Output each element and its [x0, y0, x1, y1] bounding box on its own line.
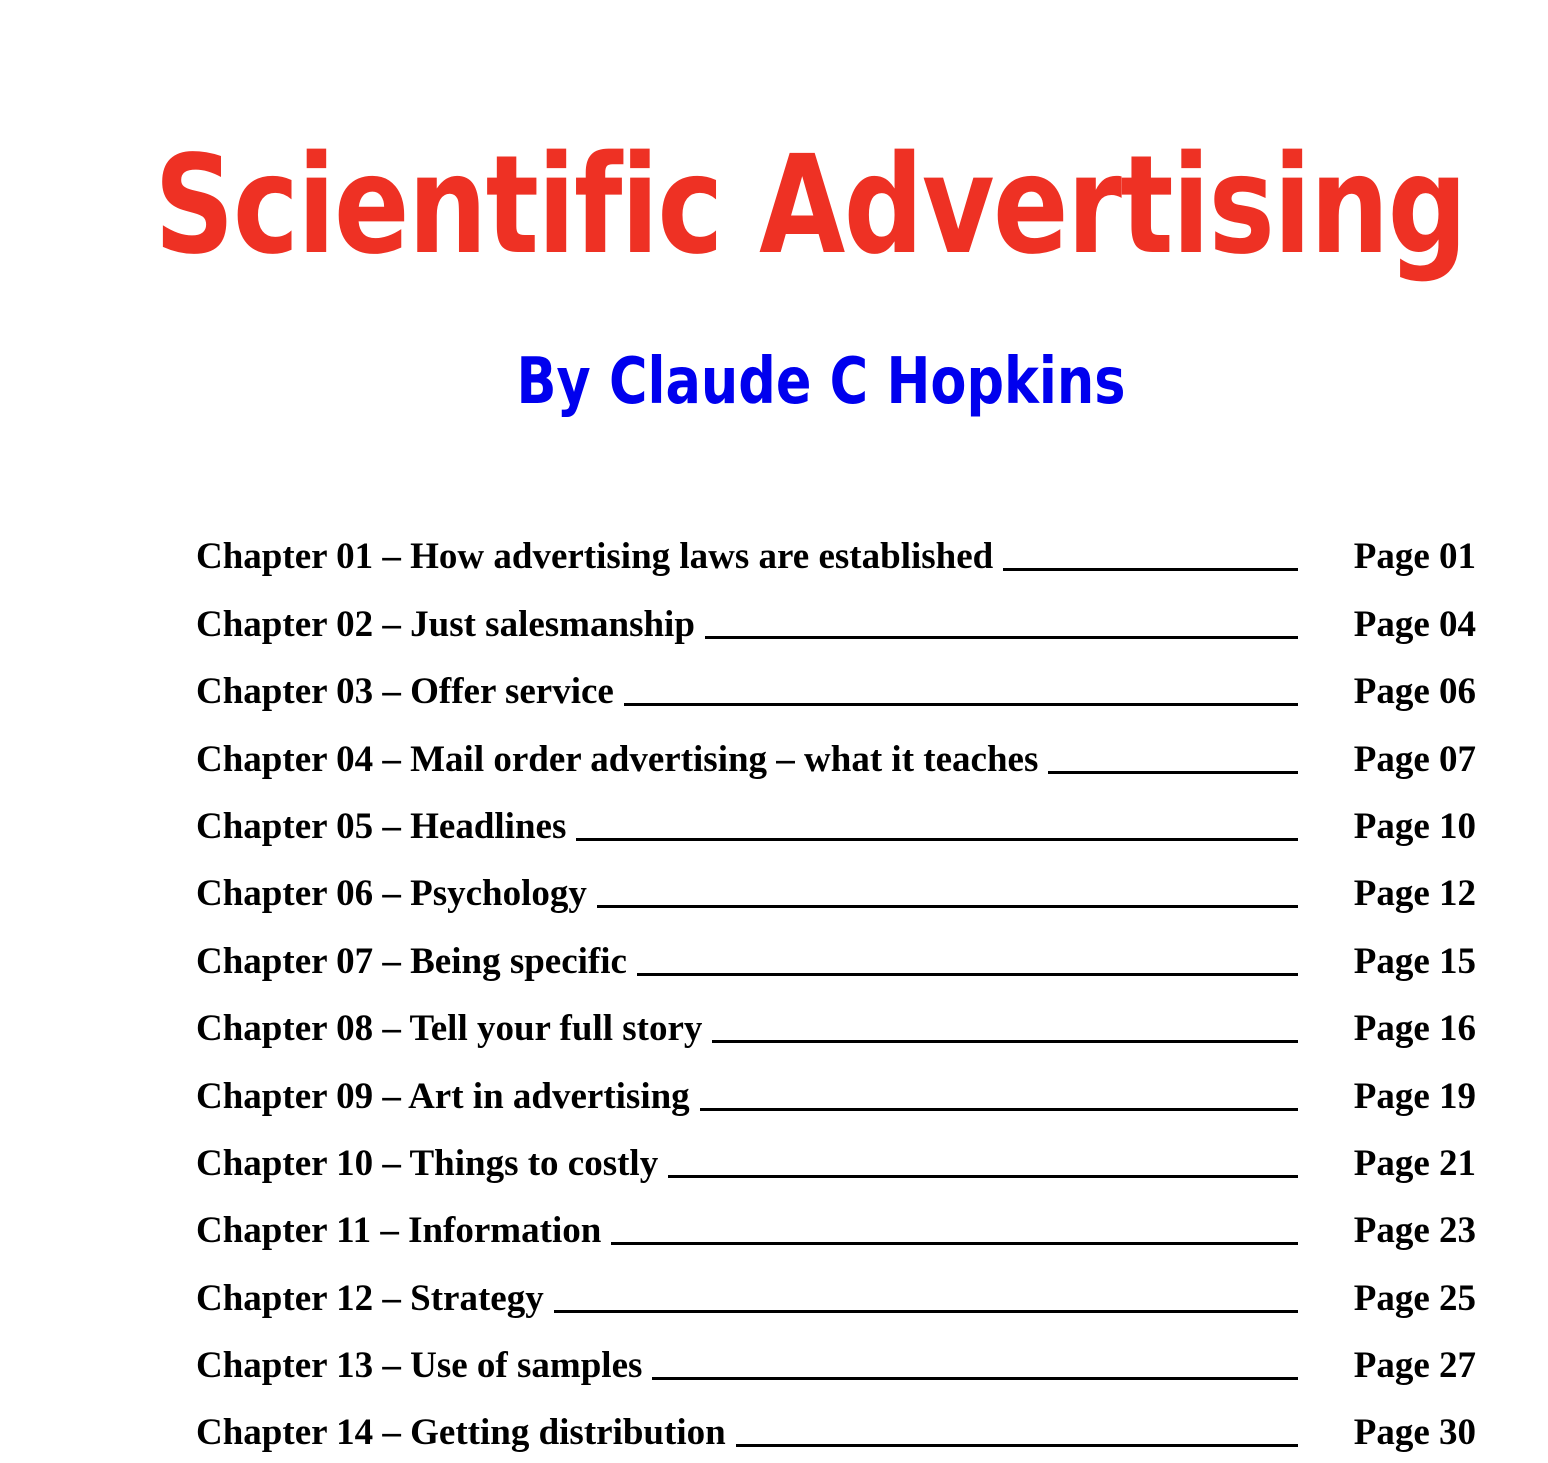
toc-entry-label: Chapter 06 – Psychology	[196, 873, 587, 915]
toc-entry-page: Page 01	[1353, 536, 1476, 578]
toc-entry[interactable]	[196, 992, 1476, 1059]
toc-leader-line	[597, 905, 1298, 908]
toc-entry-label: Chapter 01 – How advertising laws are established	[196, 536, 994, 578]
toc-leader-line	[705, 636, 1298, 639]
toc-entry[interactable]	[196, 1329, 1476, 1396]
toc-entry-page: Page 10	[1353, 805, 1476, 847]
toc-entry[interactable]	[196, 722, 1476, 789]
toc-entry[interactable]	[196, 1396, 1476, 1463]
toc-entry[interactable]	[196, 1059, 1476, 1126]
toc-entry[interactable]	[196, 790, 1476, 857]
toc-entry[interactable]	[196, 857, 1476, 924]
toc-leader-line	[554, 1310, 1298, 1313]
toc-entry-label: Chapter 03 – Offer service	[196, 671, 614, 713]
toc-entry-label: Chapter 11 – Information	[196, 1210, 602, 1252]
toc-leader-line	[700, 1108, 1298, 1111]
toc-entry-label: Chapter 02 – Just salesmanship	[196, 603, 695, 645]
table-of-contents	[196, 520, 1476, 1463]
toc-entry-label: Chapter 05 – Headlines	[196, 805, 567, 847]
toc-entry-label: Chapter 13 – Use of samples	[196, 1345, 643, 1387]
document-title: Scientific Advertising	[154, 127, 1466, 285]
toc-entry-page: Page 19	[1353, 1075, 1476, 1117]
toc-leader-line	[637, 973, 1298, 976]
toc-entry-page: Page 23	[1353, 1210, 1476, 1252]
toc-entry[interactable]	[196, 1127, 1476, 1194]
toc-leader-line	[712, 1040, 1297, 1043]
toc-leader-line	[1003, 568, 1297, 571]
toc-entry-page: Page 12	[1353, 873, 1476, 915]
document-author: By Claude C Hopkins	[516, 345, 1126, 419]
toc-entry-page: Page 21	[1353, 1142, 1476, 1184]
toc-entry-page: Page 15	[1353, 940, 1476, 982]
toc-leader-line	[1048, 771, 1297, 774]
toc-leader-line	[668, 1175, 1298, 1178]
toc-entry-label: Chapter 14 – Getting distribution	[196, 1412, 726, 1454]
toc-entry[interactable]	[196, 924, 1476, 991]
toc-entry[interactable]	[196, 587, 1476, 654]
toc-leader-line	[652, 1377, 1297, 1380]
toc-leader-line	[611, 1242, 1297, 1245]
toc-entry-label: Chapter 12 – Strategy	[196, 1277, 544, 1319]
toc-entry-label: Chapter 10 – Things to costly	[196, 1142, 659, 1184]
toc-entry-label: Chapter 09 – Art in advertising	[196, 1075, 690, 1117]
toc-leader-line	[736, 1444, 1298, 1447]
toc-entry-label: Chapter 07 – Being specific	[196, 940, 627, 982]
toc-entry-page: Page 04	[1353, 603, 1476, 645]
toc-entry-label: Chapter 08 – Tell your full story	[196, 1008, 703, 1050]
toc-entry-label: Chapter 04 – Mail order advertising – what it teaches	[196, 738, 1039, 780]
toc-entry[interactable]	[196, 1261, 1476, 1328]
toc-leader-line	[624, 703, 1298, 706]
toc-entry-page: Page 27	[1353, 1345, 1476, 1387]
toc-entry[interactable]	[196, 1194, 1476, 1261]
toc-leader-line	[576, 838, 1297, 841]
toc-entry-page: Page 30	[1353, 1412, 1476, 1454]
toc-entry-page: Page 06	[1353, 671, 1476, 713]
toc-entry[interactable]	[196, 520, 1476, 587]
toc-entry-page: Page 25	[1353, 1277, 1476, 1319]
toc-entry-page: Page 16	[1353, 1008, 1476, 1050]
toc-entry-page: Page 07	[1353, 738, 1476, 780]
toc-entry[interactable]	[196, 655, 1476, 722]
